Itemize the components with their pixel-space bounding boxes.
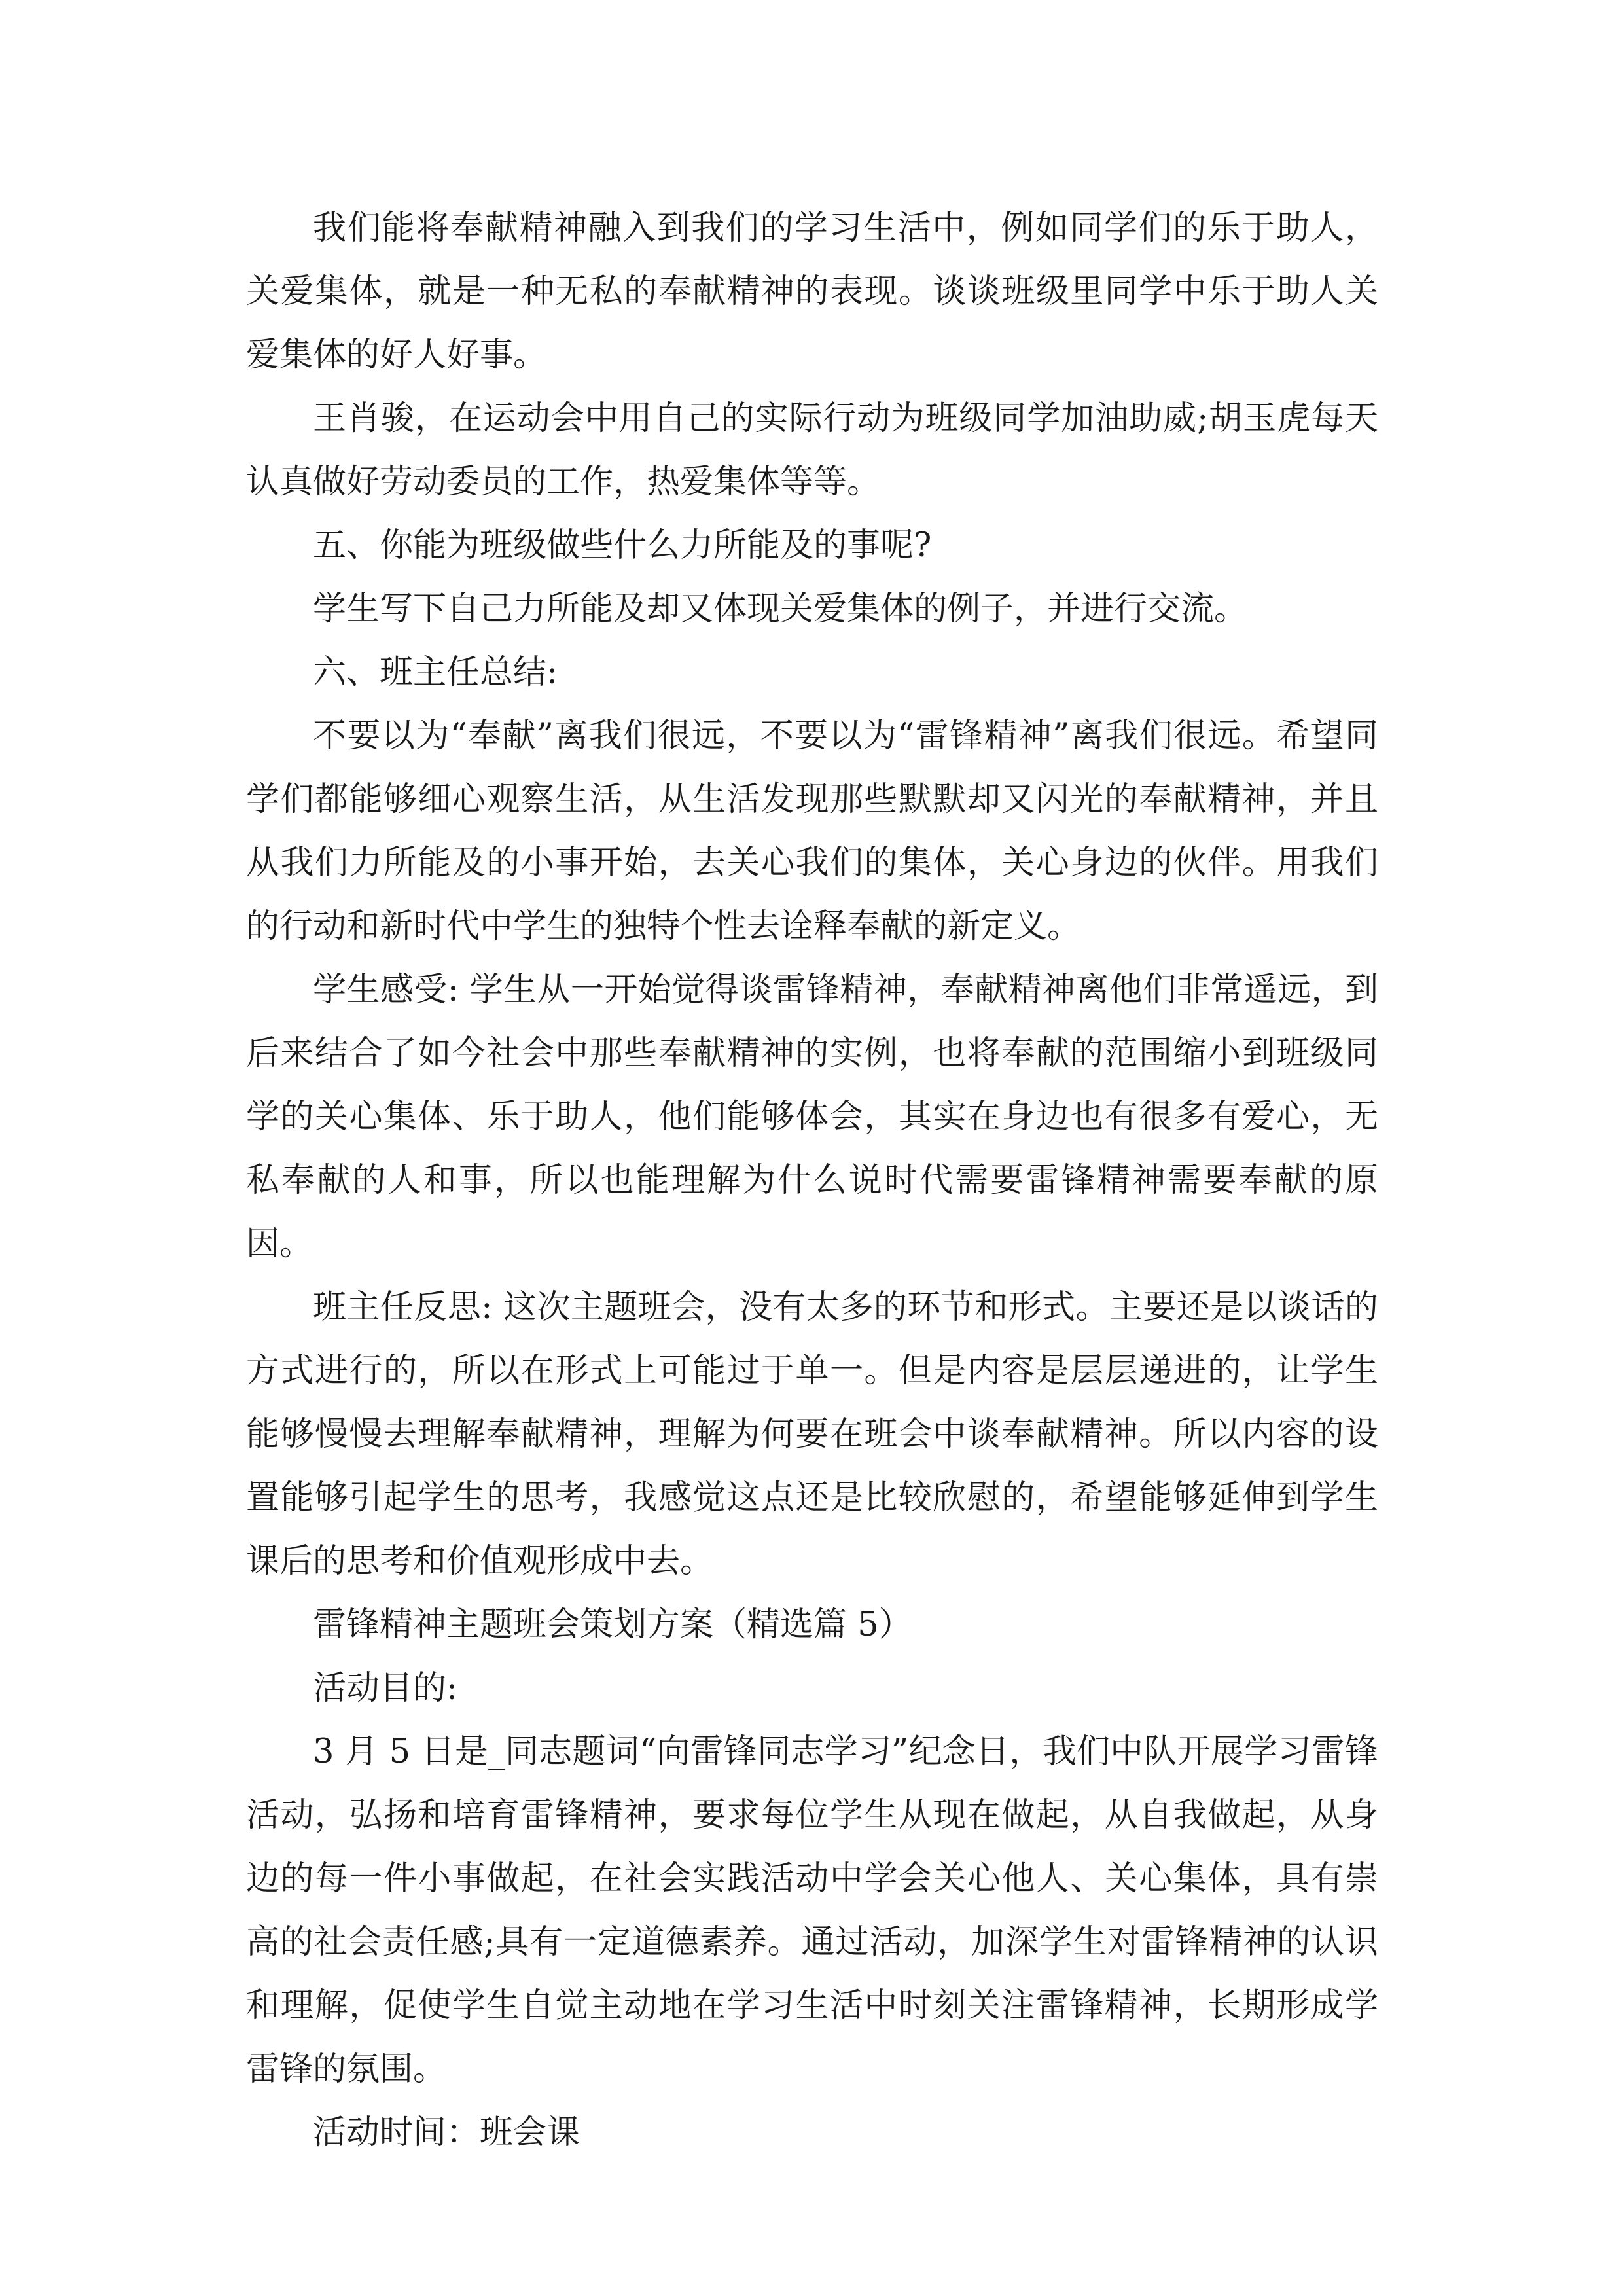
paragraph-student-exchange: 学生写下自己力所能及却又体现关爱集体的例子，并进行交流。: [313, 590, 1248, 628]
plan-title: 雷锋精神主题班会策划方案（精选篇 5）: [313, 1605, 912, 1644]
paragraph-teacher-summary: 不要以为“奉献”离我们很远，不要以为“雷锋精神”离我们很远。希望同学们都能够细心观察生活，从生活发现那些默默却又闪光的奉献精神，并且从我们力所能及的小事开始，去关心我们的集体，关心身边的伙伴。用我们的行动和新时代中学生的独特个性去诠释奉献的新定义。: [246, 717, 1378, 946]
paragraph-activity-purpose: 3 月 5 日是_同志题词“向雷锋同志学习”纪念日，我们中队开展学习雷锋活动，弘扬和培育雷锋精神，要求每位学生从现在做起，从自我做起，从身边的每一件小事做起，在社会实践活动中学会关心他人、关心集体，具有崇高的社会责任感;具有一定道德素养。通过活动，加深学生对雷锋精神的认识和理解，促使学生自觉主动地在学习生活中时刻关注雷锋精神，长期形成学雷锋的氛围。: [246, 1732, 1378, 2089]
section-heading-five: 五、你能为班级做些什么力所能及的事呢?: [313, 526, 932, 565]
paragraph-teacher-reflection: 班主任反思: 这次主题班会，没有太多的环节和形式。主要还是以谈话的方式进行的，所以在形式上可能过于单一。但是内容是层层递进的，让学生能够慢慢去理解奉献精神，理解为何要在班会中谈奉献精神。所以内容的设置能够引起学生的思考，我感觉这点还是比较欣慰的，希望能够延伸到学生课后的思考和价值观形成中去。: [246, 1288, 1378, 1581]
activity-purpose-heading: 活动目的:: [313, 1669, 458, 1708]
section-heading-six: 六、班主任总结:: [313, 653, 558, 692]
activity-time: 活动时间：班会课: [313, 2113, 580, 2152]
paragraph-dedication-intro: 我们能将奉献精神融入到我们的学习生活中，例如同学们的乐于助人，关爱集体，就是一种无私的奉献精神的表现。谈谈班级里同学中乐于助人关爱集体的好人好事。: [246, 209, 1378, 374]
paragraph-student-examples: 王肖骏，在运动会中用自己的实际行动为班级同学加油助威;胡玉虎每天认真做好劳动委员的工作，热爱集体等等。: [246, 399, 1378, 501]
paragraph-student-feelings: 学生感受: 学生从一开始觉得谈雷锋精神，奉献精神离他们非常遥远，到后来结合了如今社会中那些奉献精神的实例，也将奉献的范围缩小到班级同学的关心集体、乐于助人，他们能够体会，其实在身边也有很多有爱心，无私奉献的人和事，所以也能理解为什么说时代需要雷锋精神需要奉献的原因。: [246, 971, 1378, 1263]
document-body: [246, 196, 1378, 2164]
